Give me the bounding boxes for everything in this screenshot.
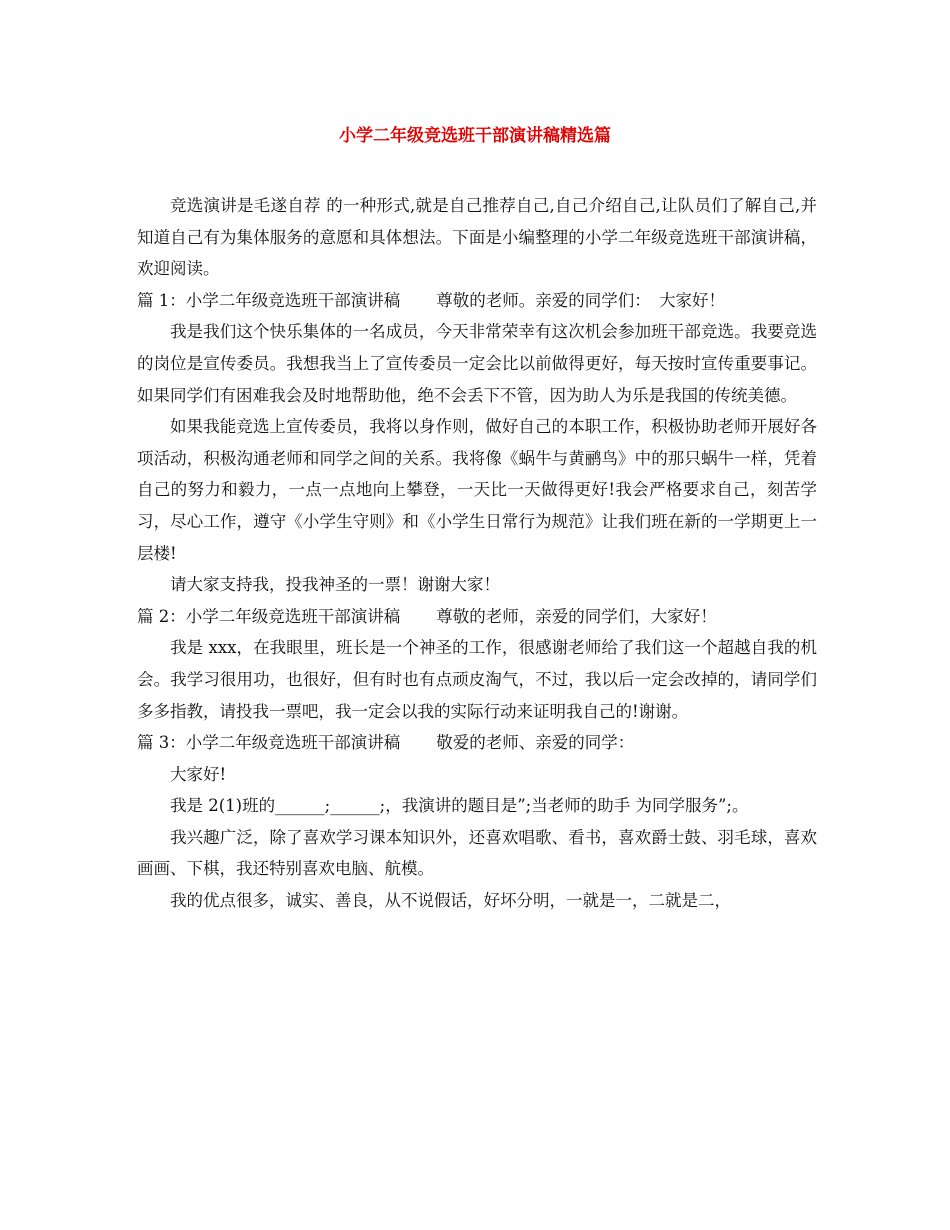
section-1-heading-line: [137, 285, 817, 317]
section-1-heading: 篇 1：小学二年级竞选班干部演讲稿: [137, 290, 401, 310]
document-body: [137, 190, 817, 917]
paragraph: 我是我们这个快乐集体的一名成员，今天非常荣幸有这次机会参加班干部竞选。我要竞选的岗位是宣传委员。我想我当上了宣传委员一定会比以前做得更好，每天按时宣传重要事记。如果同学们有困难我会及时地帮助他，绝不会丢下不管，因为助人为乐是我国的传统美德。: [137, 322, 817, 405]
paragraph: 如果我能竞选上宣传委员，我将以身作则，做好自己的本职工作，积极协助老师开展好各项活动，积极沟通老师和同学之间的关系。我将像《蜗牛与黄鹂鸟》中的那只蜗牛一样，凭着自己的努力和毅力，一点一点地向上攀登，一天比一天做得更好!我会严格要求自己，刻苦学习，尽心工作，遵守《小学生守则》和《小学生日常行为规范》让我们班在新的一学期更上一层楼!: [137, 417, 817, 563]
section-1-salutation: 尊敬的老师。亲爱的同学们： 大家好！: [436, 290, 725, 310]
section-3-heading: 篇 3：小学二年级竞选班干部演讲稿: [137, 733, 401, 753]
section-2-salutation: 尊敬的老师，亲爱的同学们，大家好！: [436, 606, 717, 626]
paragraph: 请大家支持我，投我神圣的一票！谢谢大家！: [170, 575, 500, 595]
section-3-salutation: 敬爱的老师、亲爱的同学：: [436, 733, 635, 753]
paragraph: 我兴趣广泛，除了喜欢学习课本知识外，还喜欢唱歌、看书，喜欢爵士鼓、羽毛球，喜欢画画、下棋，我还特别喜欢电脑、航模。: [137, 827, 817, 879]
paragraph: 我的优点很多，诚实、善良，从不说假话，好坏分明，一就是一，二就是二，: [170, 891, 731, 911]
paragraph: 大家好!: [170, 764, 227, 784]
document-title: 小学二年级竞选班干部演讲稿精选篇: [339, 126, 611, 146]
paragraph-intro: 竞选演讲是毛遂自荐 的一种形式,就是自己推荐自己,自己介绍自己,让队员们了解自己,并知道自己有为集体服务的意愿和具体想法。下面是小编整理的小学二年级竞选班干部演讲稿，欢迎阅读。: [137, 196, 817, 279]
paragraph: 我是 xxx，在我眼里，班长是一个神圣的工作，很感谢老师给了我们这一个超越自我的机会。我学习很用功，也很好，但有时也有点顽皮淘气，不过，我以后一定会改掉的，请同学们多多指教，请投我一票吧，我一定会以我的实际行动来证明我自己的!谢谢。: [137, 638, 817, 721]
paragraph: 我是 2(1)班的______;______;，我演讲的题目是”;当老师的助手 为同学服务”;。: [170, 796, 749, 816]
section-3-heading-line: [137, 727, 817, 759]
section-2-heading-line: [137, 601, 817, 633]
section-2-heading: 篇 2：小学二年级竞选班干部演讲稿: [137, 606, 401, 626]
